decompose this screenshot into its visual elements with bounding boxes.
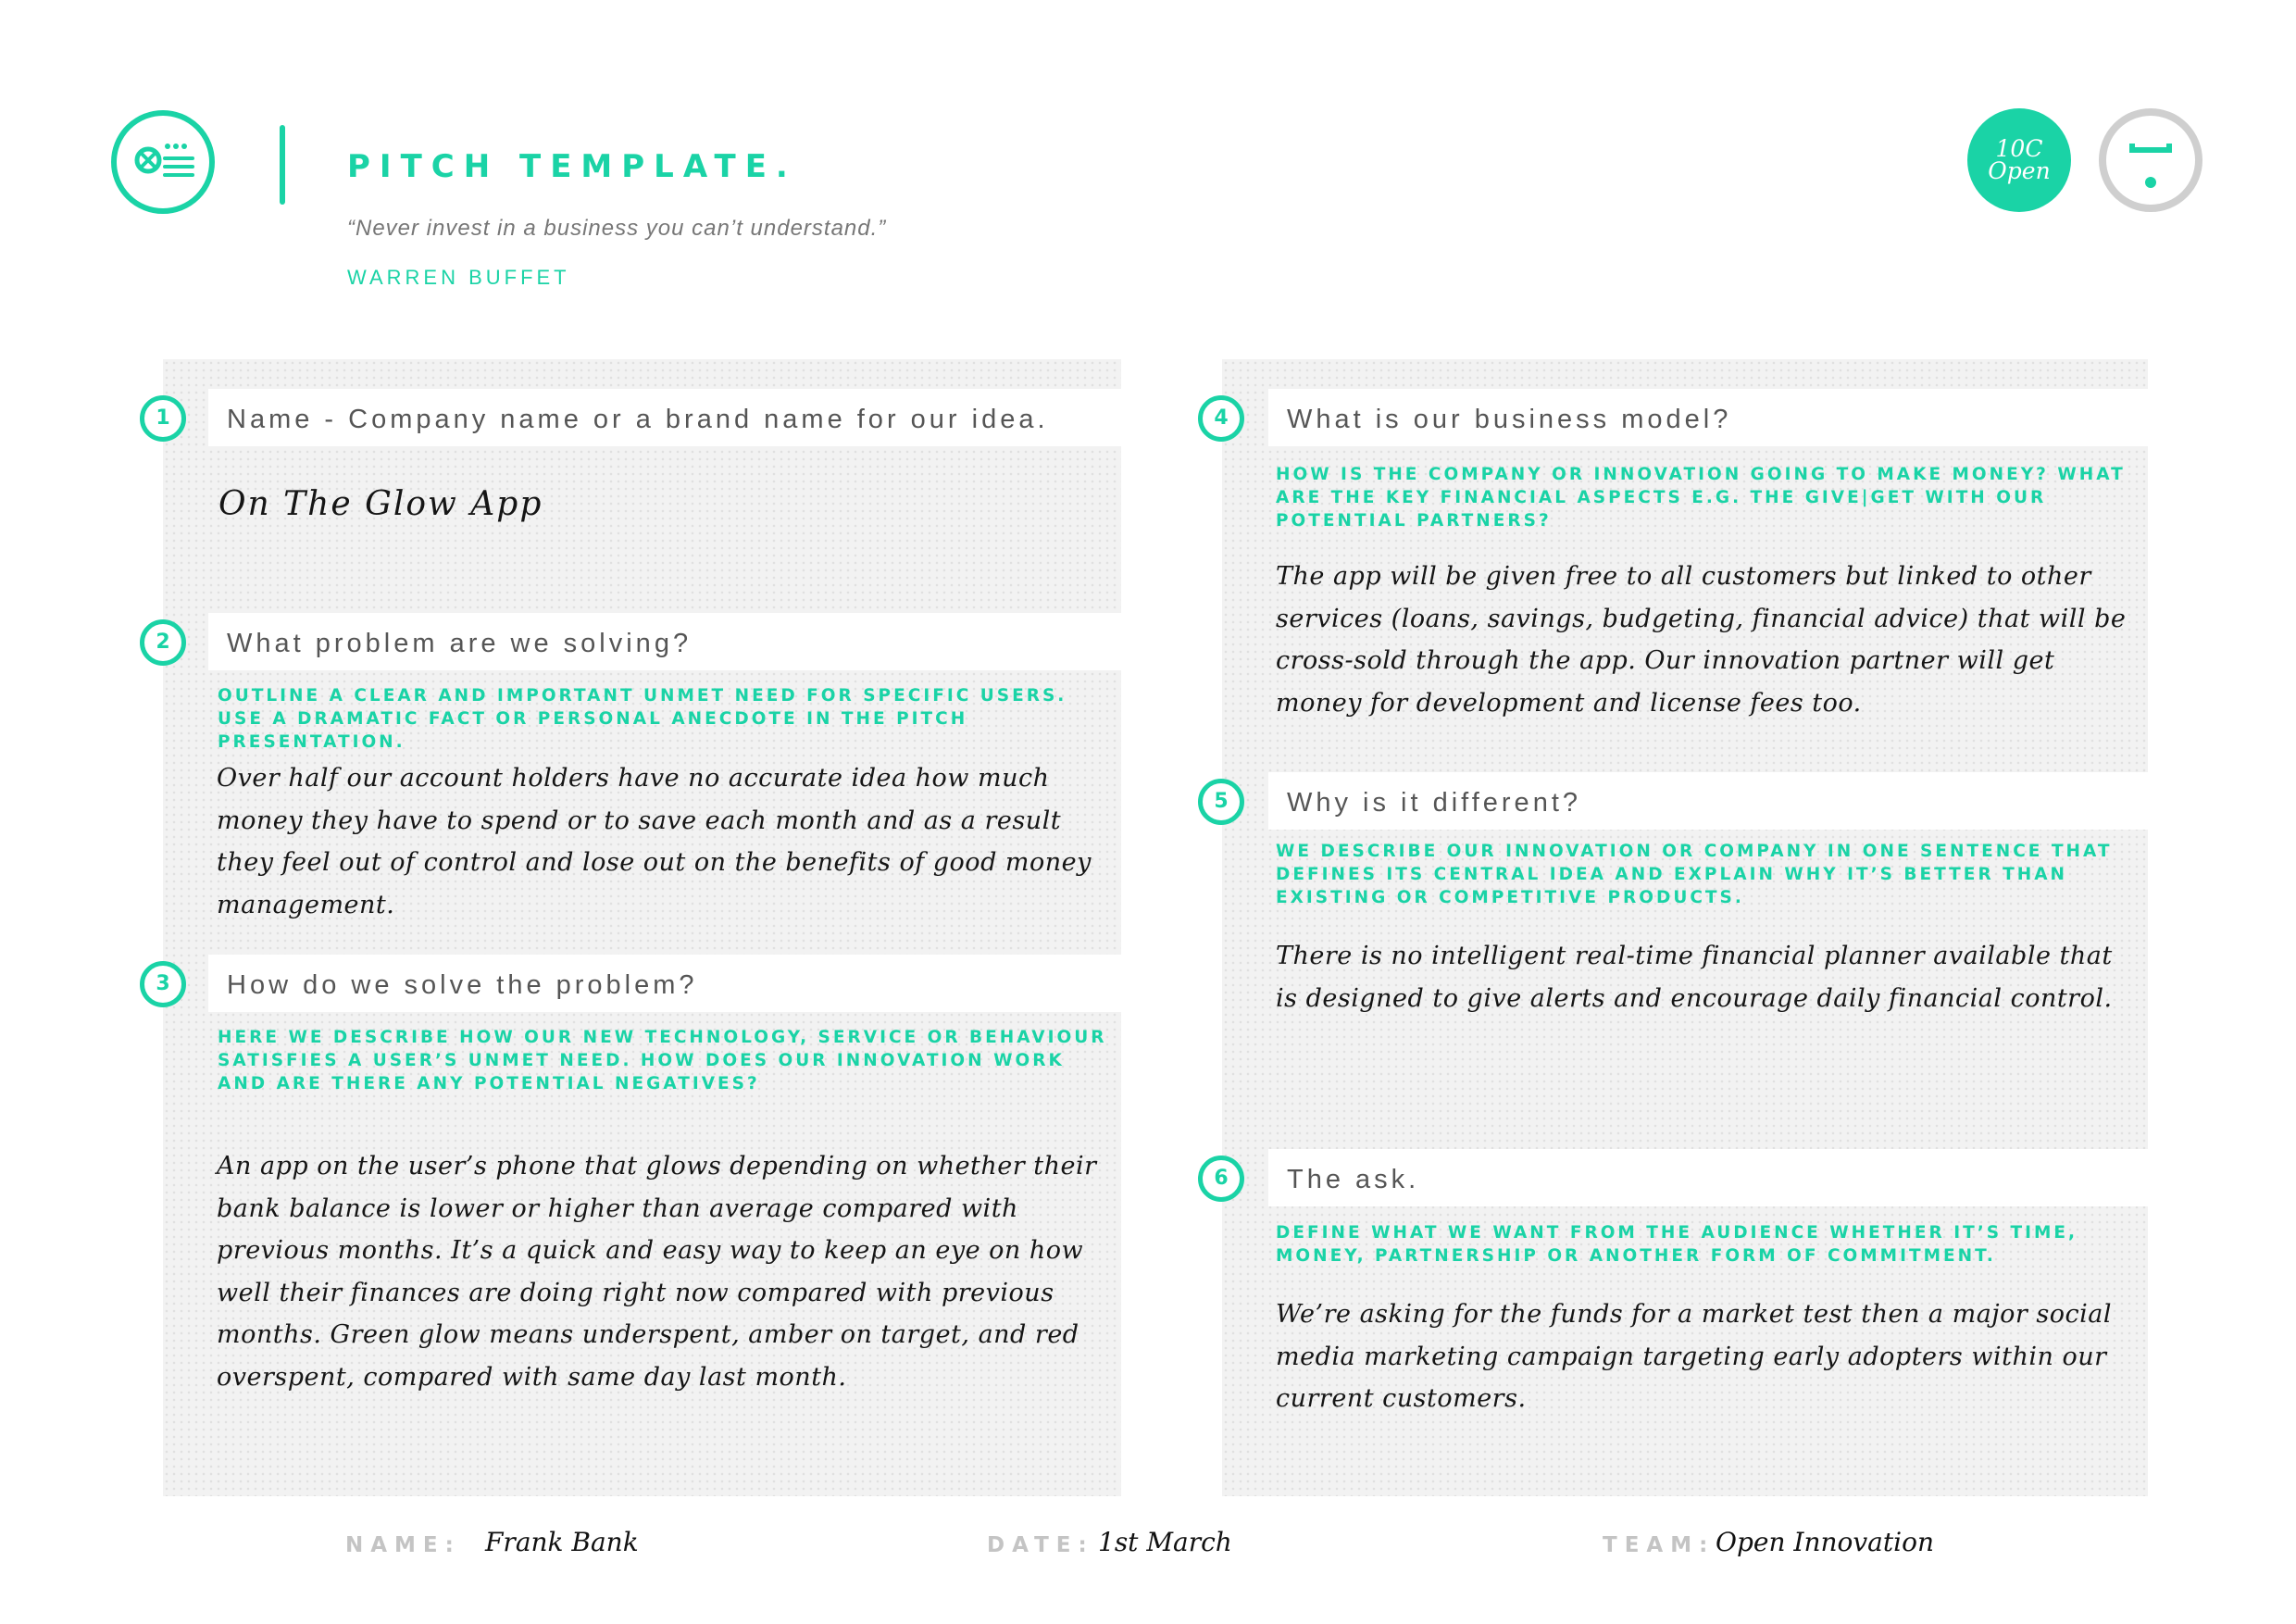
help-icon: [2099, 108, 2202, 212]
footer-team-label: TEAM:: [1603, 1533, 1716, 1557]
section-5-answer: There is no intelligent real-time financial planner available that is designed to give alerts and encourage daily financial control.: [1276, 942, 2113, 1013]
checklist-icon: [111, 110, 215, 214]
section-4-guidance: HOW IS THE COMPANY OR INNOVATION GOING TO MAKE MONEY? WHAT ARE THE KEY FINANCIAL ASPECTS E.G. THE GIVE|GET WITH OUR POTENTIAL PARTNERS?: [1276, 465, 2126, 531]
section-5-number: 5: [1198, 779, 1244, 825]
brand-logo-text: 10C Open: [1988, 135, 2051, 184]
footer-team-value: Open Innovation: [1716, 1527, 1934, 1557]
section-1-question: Name - Company name or a brand name for our idea.: [227, 405, 1049, 434]
section-3-number: 3: [140, 961, 186, 1007]
quote-author: WARREN BUFFET: [347, 266, 570, 289]
section-5-guidance: WE DESCRIBE OUR INNOVATION OR COMPANY IN ONE SENTENCE THAT DEFINES ITS CENTRAL IDEA AND EXPLAIN WHY IT’S BETTER THAN EXISTING OR COMPETITIVE PRODUCTS.: [1276, 842, 2113, 907]
section-2-question: What problem are we solving?: [227, 629, 693, 658]
section-6-answer: We’re asking for the funds for a market test then a major social media marketing campaign targeting early adopters within our current customers.: [1276, 1300, 2113, 1413]
page-title: PITCH TEMPLATE.: [347, 148, 797, 185]
footer-name-value: Frank Bank: [485, 1527, 639, 1557]
section-5-question: Why is it different?: [1287, 788, 1582, 818]
section-1-answer: On The Glow App: [218, 485, 543, 523]
footer-date-label: DATE:: [987, 1533, 1094, 1557]
footer-name-label: NAME:: [345, 1533, 461, 1557]
header-divider: [280, 125, 285, 205]
section-6-question: The ask.: [1287, 1165, 1420, 1194]
section-3-guidance: HERE WE DESCRIBE HOW OUR NEW TECHNOLOGY, SERVICE OR BEHAVIOUR SATISFIES A USER’S UNMET NEED. HOW DOES OUR INNOVATION WORK AND ARE THERE ANY POTENTIAL NEGATIVES?: [218, 1028, 1107, 1093]
brand-logo: [1967, 108, 2071, 212]
section-6-number: 6: [1198, 1156, 1244, 1202]
section-6-guidance: DEFINE WHAT WE WANT FROM THE AUDIENCE WHETHER IT’S TIME, MONEY, PARTNERSHIP OR ANOTHER FORM OF COMMITMENT.: [1276, 1223, 2078, 1266]
section-4-number: 4: [1198, 395, 1244, 442]
section-3-question: How do we solve the problem?: [227, 970, 698, 1000]
section-2-number: 2: [140, 619, 186, 666]
section-4-answer: The app will be given free to all customers but linked to other services (loans, savings, budgeting, financial advice) that will be cross-sold through the app. Our innovation partner will get money for development and license fees too.: [1276, 562, 2127, 718]
section-4-question: What is our business model?: [1287, 405, 1732, 434]
footer-date-value: 1st March: [1098, 1527, 1232, 1557]
section-1-number: 1: [140, 395, 186, 442]
header-quote: “Never invest in a business you can’t understand.”: [347, 216, 887, 241]
section-3-answer: An app on the user’s phone that glows depending on whether their bank balance is lower or higher than average compared with previous months. It’s a quick and easy way to keep an eye on how well their finances are doing right now compared with previous months. Green glow means underspent, amber on target, and red overspent, compared with same day last month.: [217, 1152, 1097, 1392]
section-2-answer: Over half our account holders have no accurate idea how much money they have to spend or to save each month and as a result they feel out of control and lose out on the benefits of good money management.: [217, 764, 1092, 919]
section-2-guidance: OUTLINE A CLEAR AND IMPORTANT UNMET NEED FOR SPECIFIC USERS. USE A DRAMATIC FACT OR PERSONAL ANECDOTE IN THE PITCH PRESENTATION.: [218, 686, 1067, 752]
